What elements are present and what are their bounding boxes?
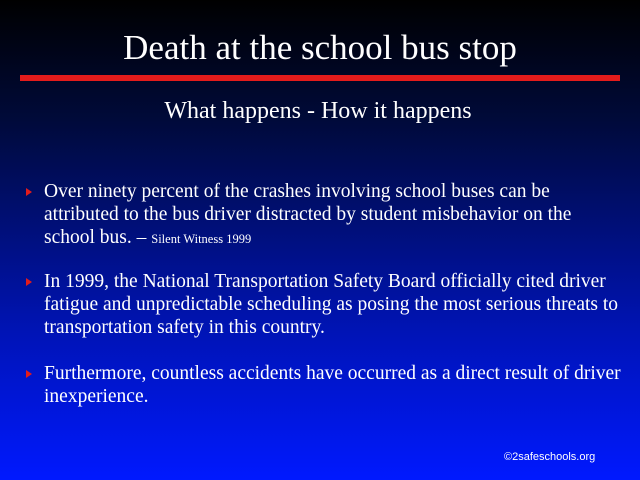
title-divider — [20, 75, 620, 81]
bullet-text: In 1999, the National Transportation Safety Board officially cited driver fatigue and unpredictable scheduling as posing the most serious threats to transportation safety in this country. — [44, 271, 619, 338]
bullet-text: Furthermore, countless accidents have occurred as a direct result of driver inexperience. — [44, 363, 621, 407]
slide-subtitle: What happens - How it happens — [164, 98, 472, 124]
bullet-arrow-icon — [26, 278, 32, 286]
bullet-body: Over ninety percent of the crashes involving school buses can be attributed to the bus driver distracted by student misbehavior on the school bus. – — [44, 181, 572, 248]
bullet-arrow-icon — [26, 188, 32, 196]
copyright-footer: ©2safeschools.org — [504, 451, 596, 463]
bullet-source: Silent Witness 1999 — [151, 232, 252, 246]
bullet-text — [44, 180, 624, 251]
slide-title: Death at the school bus stop — [123, 28, 517, 67]
bullet-arrow-icon — [26, 370, 32, 378]
